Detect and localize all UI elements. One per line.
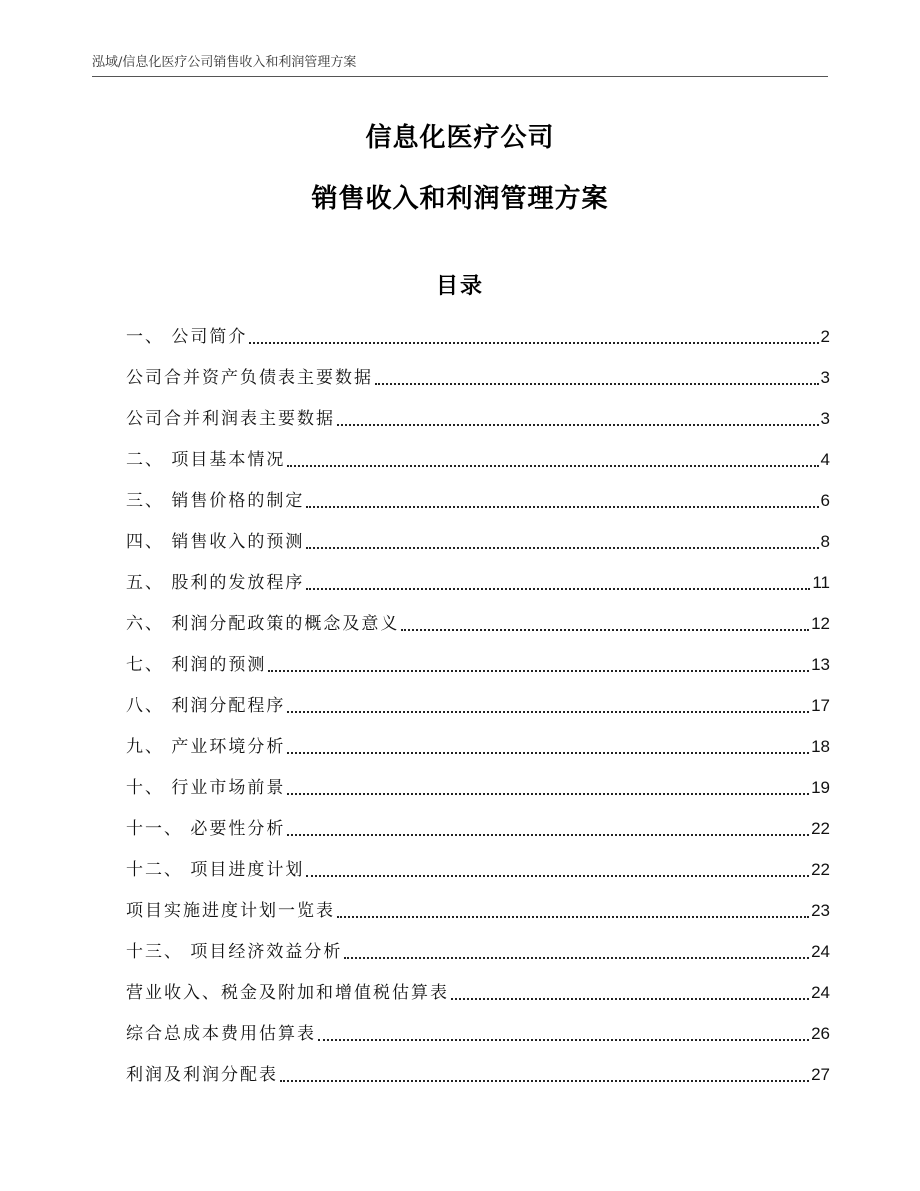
toc-dot-leader — [249, 342, 818, 344]
toc-entry-label: 公司合并资产负债表主要数据 — [126, 368, 373, 388]
toc-entry-label: 十三、 项目经济效益分析 — [126, 942, 343, 962]
toc-dot-leader — [375, 383, 819, 385]
toc-entry-page: 24 — [811, 942, 830, 961]
toc-entry-page: 8 — [820, 532, 830, 551]
toc-entry[interactable] — [126, 1019, 830, 1047]
toc-entry-label: 一、 公司简介 — [126, 327, 248, 347]
toc-entry-label: 六、 利润分配政策的概念及意义 — [126, 614, 400, 634]
running-header: 泓域/信息化医疗公司销售收入和利润管理方案 — [92, 55, 357, 70]
toc-entry[interactable] — [126, 650, 830, 678]
toc-entry-page: 17 — [811, 696, 830, 715]
toc-entry-page: 11 — [812, 573, 830, 592]
toc-entry-label: 综合总成本费用估算表 — [126, 1024, 316, 1044]
toc-entry[interactable] — [126, 445, 830, 473]
toc-dot-leader — [280, 1080, 809, 1082]
toc-dot-leader — [306, 547, 818, 549]
toc-dot-leader — [287, 465, 818, 467]
toc-entry-label: 公司合并利润表主要数据 — [126, 409, 335, 429]
toc-dot-leader — [344, 957, 809, 959]
toc-entry-label: 七、 利润的预测 — [126, 655, 267, 675]
toc-heading: 目录 — [435, 274, 484, 299]
toc-entry[interactable] — [126, 732, 830, 760]
toc-entry-page: 4 — [820, 450, 830, 469]
toc-entry[interactable] — [126, 1060, 830, 1088]
toc-entry-page: 23 — [811, 901, 830, 920]
toc-dot-leader — [287, 711, 809, 713]
toc-dot-leader — [337, 916, 809, 918]
toc-entry-page: 26 — [811, 1024, 830, 1043]
toc-entry[interactable] — [126, 691, 830, 719]
toc-dot-leader — [268, 670, 809, 672]
toc-entry-label: 八、 利润分配程序 — [126, 696, 286, 716]
toc-dot-leader — [287, 834, 809, 836]
toc-entry[interactable] — [126, 322, 830, 350]
toc-entry-label: 五、 股利的发放程序 — [126, 573, 305, 593]
toc-entry[interactable] — [126, 363, 830, 391]
toc-entry-page: 22 — [811, 860, 830, 879]
toc-entry-page: 22 — [811, 819, 830, 838]
toc-entry-label: 十二、 项目进度计划 — [126, 860, 305, 880]
toc-dot-leader — [287, 752, 809, 754]
toc-dot-leader — [401, 629, 809, 631]
toc-entry-label: 二、 项目基本情况 — [126, 450, 286, 470]
toc-entry[interactable] — [126, 609, 830, 637]
toc-dot-leader — [337, 424, 819, 426]
toc-entry-page: 2 — [820, 327, 830, 346]
toc-entry-label: 十、 行业市场前景 — [126, 778, 286, 798]
toc-entry[interactable] — [126, 486, 830, 514]
toc-entry-label: 三、 销售价格的制定 — [126, 491, 305, 511]
toc-entry-page: 13 — [811, 655, 830, 674]
toc-entry[interactable] — [126, 937, 830, 965]
toc-entry-page: 27 — [811, 1065, 830, 1084]
toc-entry[interactable] — [126, 773, 830, 801]
toc-entry[interactable] — [126, 568, 830, 596]
toc-entry-page: 18 — [811, 737, 830, 756]
toc-dot-leader — [318, 1039, 809, 1041]
toc-entry[interactable] — [126, 855, 830, 883]
toc-entry[interactable] — [126, 404, 830, 432]
toc-entry-page: 24 — [811, 983, 830, 1002]
toc-entry[interactable] — [126, 978, 830, 1006]
toc-dot-leader — [306, 875, 809, 877]
toc-entry-page: 3 — [820, 368, 830, 387]
toc-entry[interactable] — [126, 527, 830, 555]
toc-entry[interactable] — [126, 814, 830, 842]
toc-entry-label: 营业收入、税金及附加和增值税估算表 — [126, 983, 449, 1003]
toc-dot-leader — [451, 998, 809, 1000]
toc-dot-leader — [306, 588, 810, 590]
toc-dot-leader — [306, 506, 818, 508]
toc-entry-page: 12 — [811, 614, 830, 633]
header-divider — [92, 76, 828, 77]
toc-entry-page: 3 — [820, 409, 830, 428]
toc-entry-page: 6 — [820, 491, 830, 510]
toc-entry-label: 项目实施进度计划一览表 — [126, 901, 335, 921]
toc-entry-label: 十一、 必要性分析 — [126, 819, 286, 839]
toc-entry-page: 19 — [811, 778, 830, 797]
toc-entry-label: 利润及利润分配表 — [126, 1065, 278, 1085]
toc-dot-leader — [287, 793, 809, 795]
toc-entry-label: 四、 销售收入的预测 — [126, 532, 305, 552]
toc-entry[interactable] — [126, 896, 830, 924]
toc-entry-label: 九、 产业环境分析 — [126, 737, 286, 757]
document-title-line-1: 信息化医疗公司 — [365, 123, 555, 153]
document-title-line-2: 销售收入和利润管理方案 — [311, 184, 609, 214]
